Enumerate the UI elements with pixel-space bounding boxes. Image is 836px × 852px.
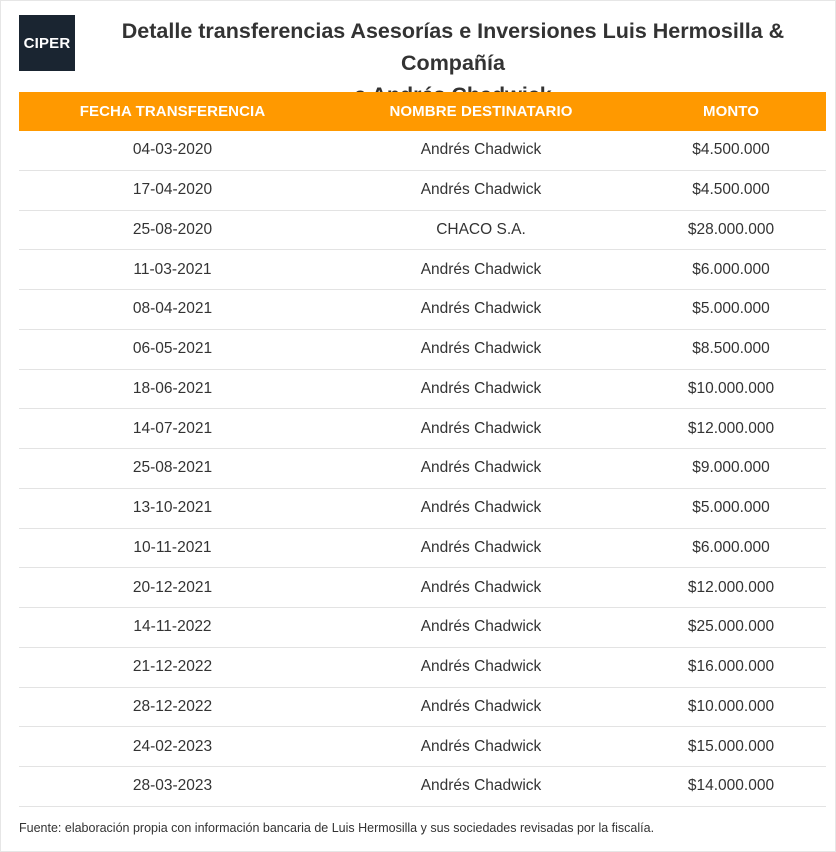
- cell-nombre: Andrés Chadwick: [326, 608, 636, 648]
- table-row: [19, 329, 826, 369]
- cell-fecha: 11-03-2021: [19, 250, 326, 290]
- cell-nombre: Andrés Chadwick: [326, 409, 636, 449]
- cell-nombre: CHACO S.A.: [326, 210, 636, 250]
- table-row: [19, 369, 826, 409]
- cell-fecha: 08-04-2021: [19, 290, 326, 330]
- cell-monto: $9.000.000: [636, 449, 826, 489]
- cell-monto: $12.000.000: [636, 568, 826, 608]
- cell-fecha: 06-05-2021: [19, 329, 326, 369]
- cell-nombre: Andrés Chadwick: [326, 528, 636, 568]
- title-line-1: Detalle transferencias Asesorías e Inversiones Luis Hermosilla & Compañía: [121, 19, 785, 75]
- table-row: [19, 608, 826, 648]
- table-row: [19, 210, 826, 250]
- cell-nombre: Andrés Chadwick: [326, 369, 636, 409]
- table-row: [19, 767, 826, 807]
- cell-monto: $4.500.000: [636, 170, 826, 210]
- column-header-nombre: NOMBRE DESTINATARIO: [389, 103, 573, 120]
- table-row: [19, 250, 826, 290]
- table-row: [19, 131, 826, 170]
- table-row: [19, 687, 826, 727]
- logo-text: CIPER: [23, 34, 71, 52]
- table-header: [19, 92, 826, 131]
- cell-nombre: Andrés Chadwick: [326, 727, 636, 767]
- header-row: [19, 92, 826, 131]
- transfers-table: [19, 92, 826, 807]
- table-body: [19, 131, 826, 806]
- table-row: [19, 488, 826, 528]
- cell-fecha: 25-08-2020: [19, 210, 326, 250]
- column-header-monto: MONTO: [702, 103, 760, 120]
- cell-nombre: Andrés Chadwick: [326, 767, 636, 807]
- cell-monto: $28.000.000: [636, 210, 826, 250]
- cell-monto: $25.000.000: [636, 608, 826, 648]
- cell-nombre: Andrés Chadwick: [326, 488, 636, 528]
- cell-fecha: 21-12-2022: [19, 647, 326, 687]
- cell-nombre: Andrés Chadwick: [326, 329, 636, 369]
- cell-nombre: Andrés Chadwick: [326, 250, 636, 290]
- cell-fecha: 28-12-2022: [19, 687, 326, 727]
- cell-monto: $4.500.000: [636, 131, 826, 170]
- table-row: [19, 647, 826, 687]
- table-row: [19, 409, 826, 449]
- table-row: [19, 727, 826, 767]
- cell-fecha: 28-03-2023: [19, 767, 326, 807]
- table-row: [19, 290, 826, 330]
- cell-nombre: Andrés Chadwick: [326, 568, 636, 608]
- table-row: [19, 528, 826, 568]
- cell-monto: $12.000.000: [636, 409, 826, 449]
- cell-fecha: 18-06-2021: [19, 369, 326, 409]
- cell-monto: $6.000.000: [636, 528, 826, 568]
- cell-fecha: 13-10-2021: [19, 488, 326, 528]
- cell-fecha: 14-11-2022: [19, 608, 326, 648]
- ciper-logo: [19, 15, 75, 71]
- cell-monto: $6.000.000: [636, 250, 826, 290]
- source-note: Fuente: elaboración propia con información bancaria de Luis Hermosilla y sus sociedades revisadas por la fiscalía.: [19, 821, 655, 835]
- cell-monto: $10.000.000: [636, 687, 826, 727]
- cell-fecha: 25-08-2021: [19, 449, 326, 489]
- cell-nombre: Andrés Chadwick: [326, 687, 636, 727]
- table-row: [19, 170, 826, 210]
- cell-nombre: Andrés Chadwick: [326, 290, 636, 330]
- cell-monto: $5.000.000: [636, 290, 826, 330]
- cell-monto: $14.000.000: [636, 767, 826, 807]
- cell-monto: $16.000.000: [636, 647, 826, 687]
- cell-fecha: 20-12-2021: [19, 568, 326, 608]
- column-header-fecha: FECHA TRANSFERENCIA: [79, 103, 266, 120]
- cell-nombre: Andrés Chadwick: [326, 170, 636, 210]
- cell-fecha: 14-07-2021: [19, 409, 326, 449]
- cell-fecha: 04-03-2020: [19, 131, 326, 170]
- table-row: [19, 449, 826, 489]
- cell-nombre: Andrés Chadwick: [326, 647, 636, 687]
- table-row: [19, 568, 826, 608]
- cell-monto: $8.500.000: [636, 329, 826, 369]
- cell-fecha: 24-02-2023: [19, 727, 326, 767]
- cell-fecha: 17-04-2020: [19, 170, 326, 210]
- cell-fecha: 10-11-2021: [19, 528, 326, 568]
- cell-monto: $10.000.000: [636, 369, 826, 409]
- title-line-2: a Andrés Chadwick: [354, 83, 552, 107]
- cell-nombre: Andrés Chadwick: [326, 131, 636, 170]
- cell-monto: $15.000.000: [636, 727, 826, 767]
- cell-monto: $5.000.000: [636, 488, 826, 528]
- cell-nombre: Andrés Chadwick: [326, 449, 636, 489]
